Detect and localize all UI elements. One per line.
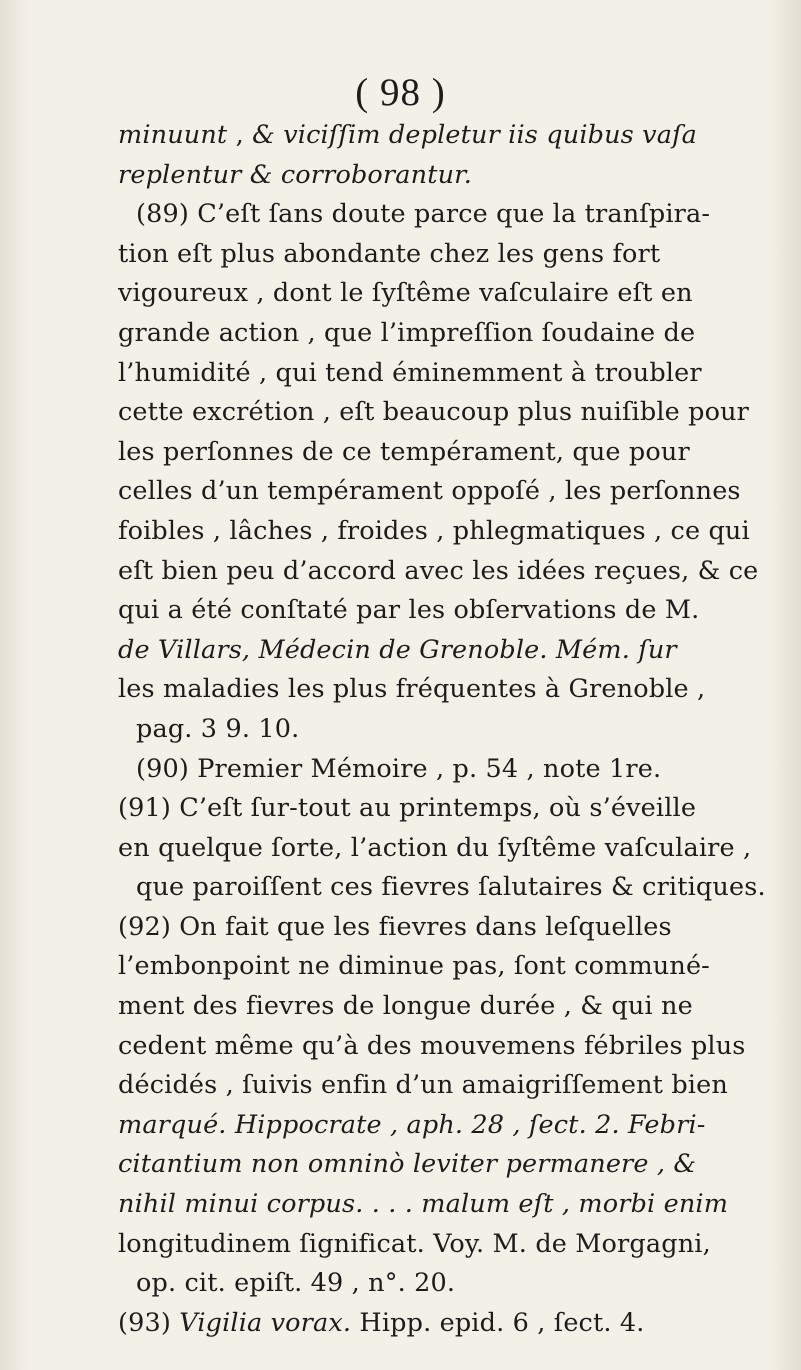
text-line: nihil minui corpus. . . . malum eſt , morbi enim: [118, 1189, 729, 1220]
text-line: replentur & corroborantur.: [118, 159, 472, 190]
text-line: décidés , ſuivis enfin d’un amaigriſſement bien: [118, 1070, 728, 1101]
text-line: qui a été conſtaté par les obſervations de M.: [118, 595, 700, 626]
text-line: foibles , lâches , froides , phlegmatiques , ce qui: [118, 515, 750, 546]
text-line: citantium non omninò leviter permanere , &: [118, 1149, 697, 1180]
text-line: (91) C’eſt ſur-tout au printemps, où s’éveille: [118, 793, 697, 824]
text-line: en quelque ſorte, l’action du ſyſtême vaſculaire ,: [118, 832, 752, 863]
text-line: celles d’un tempérament oppoſé , les perſonnes: [118, 476, 741, 507]
text-line: ment des fievres de longue durée , & qui ne: [118, 991, 693, 1022]
text-line: minuunt , & viciſſim depletur iis quibus vaſa: [118, 120, 698, 150]
text-line: les maladies les plus fréquentes à Grenoble ,: [118, 674, 706, 705]
text-line: l’embonpoint ne diminue pas, ſont communé-: [118, 951, 710, 982]
text-line: pag. 3 9. 10.: [136, 713, 300, 744]
text-line: (89) C’eſt ſans doute parce que la tranſpira-: [136, 199, 711, 230]
body-text: [118, 116, 778, 1343]
text-line: eſt bien peu d’accord avec les idées reçues, & ce: [118, 555, 759, 586]
text-line: cedent même qu’à des mouvemens fébriles plus: [118, 1030, 746, 1061]
text-line: de Villars, Médecin de Grenoble. Mém. ſur: [118, 634, 677, 665]
text-line: op. cit. epiſt. 49 , n°. 20.: [136, 1268, 456, 1299]
text-line: marqué. Hippocrate , aph. 28 , ſect. 2. Febri-: [118, 1109, 706, 1140]
text-line: longitudinem ſignificat. Voy. M. de Morgagni,: [118, 1228, 711, 1259]
text-line: (92) On fait que les fievres dans leſquelles: [118, 911, 672, 942]
text-line: (90) Premier Mémoire , p. 54 , note 1re.: [136, 753, 662, 784]
text-line: grande action , que l’impreſſion ſoudaine de: [118, 317, 696, 348]
text-line: que paroiſſent ces fievres ſalutaires & critiques.: [136, 872, 766, 903]
text-line: (93) Vigilia vorax. Hipp. epid. 6 , ſect. 4.: [118, 1307, 645, 1338]
text-line: cette excrétion , eſt beaucoup plus nuiſible pour: [118, 397, 750, 428]
text-line: tion eſt plus abondante chez les gens fort: [118, 238, 661, 269]
text-line: vigoureux , dont le ſyſtême vaſculaire eſt en: [118, 278, 693, 309]
page-number: ( 98 ): [355, 71, 446, 114]
text-line: les perſonnes de ce tempérament, que pour: [118, 436, 690, 467]
text-line: l’humidité , qui tend éminemment à troubler: [118, 357, 702, 388]
